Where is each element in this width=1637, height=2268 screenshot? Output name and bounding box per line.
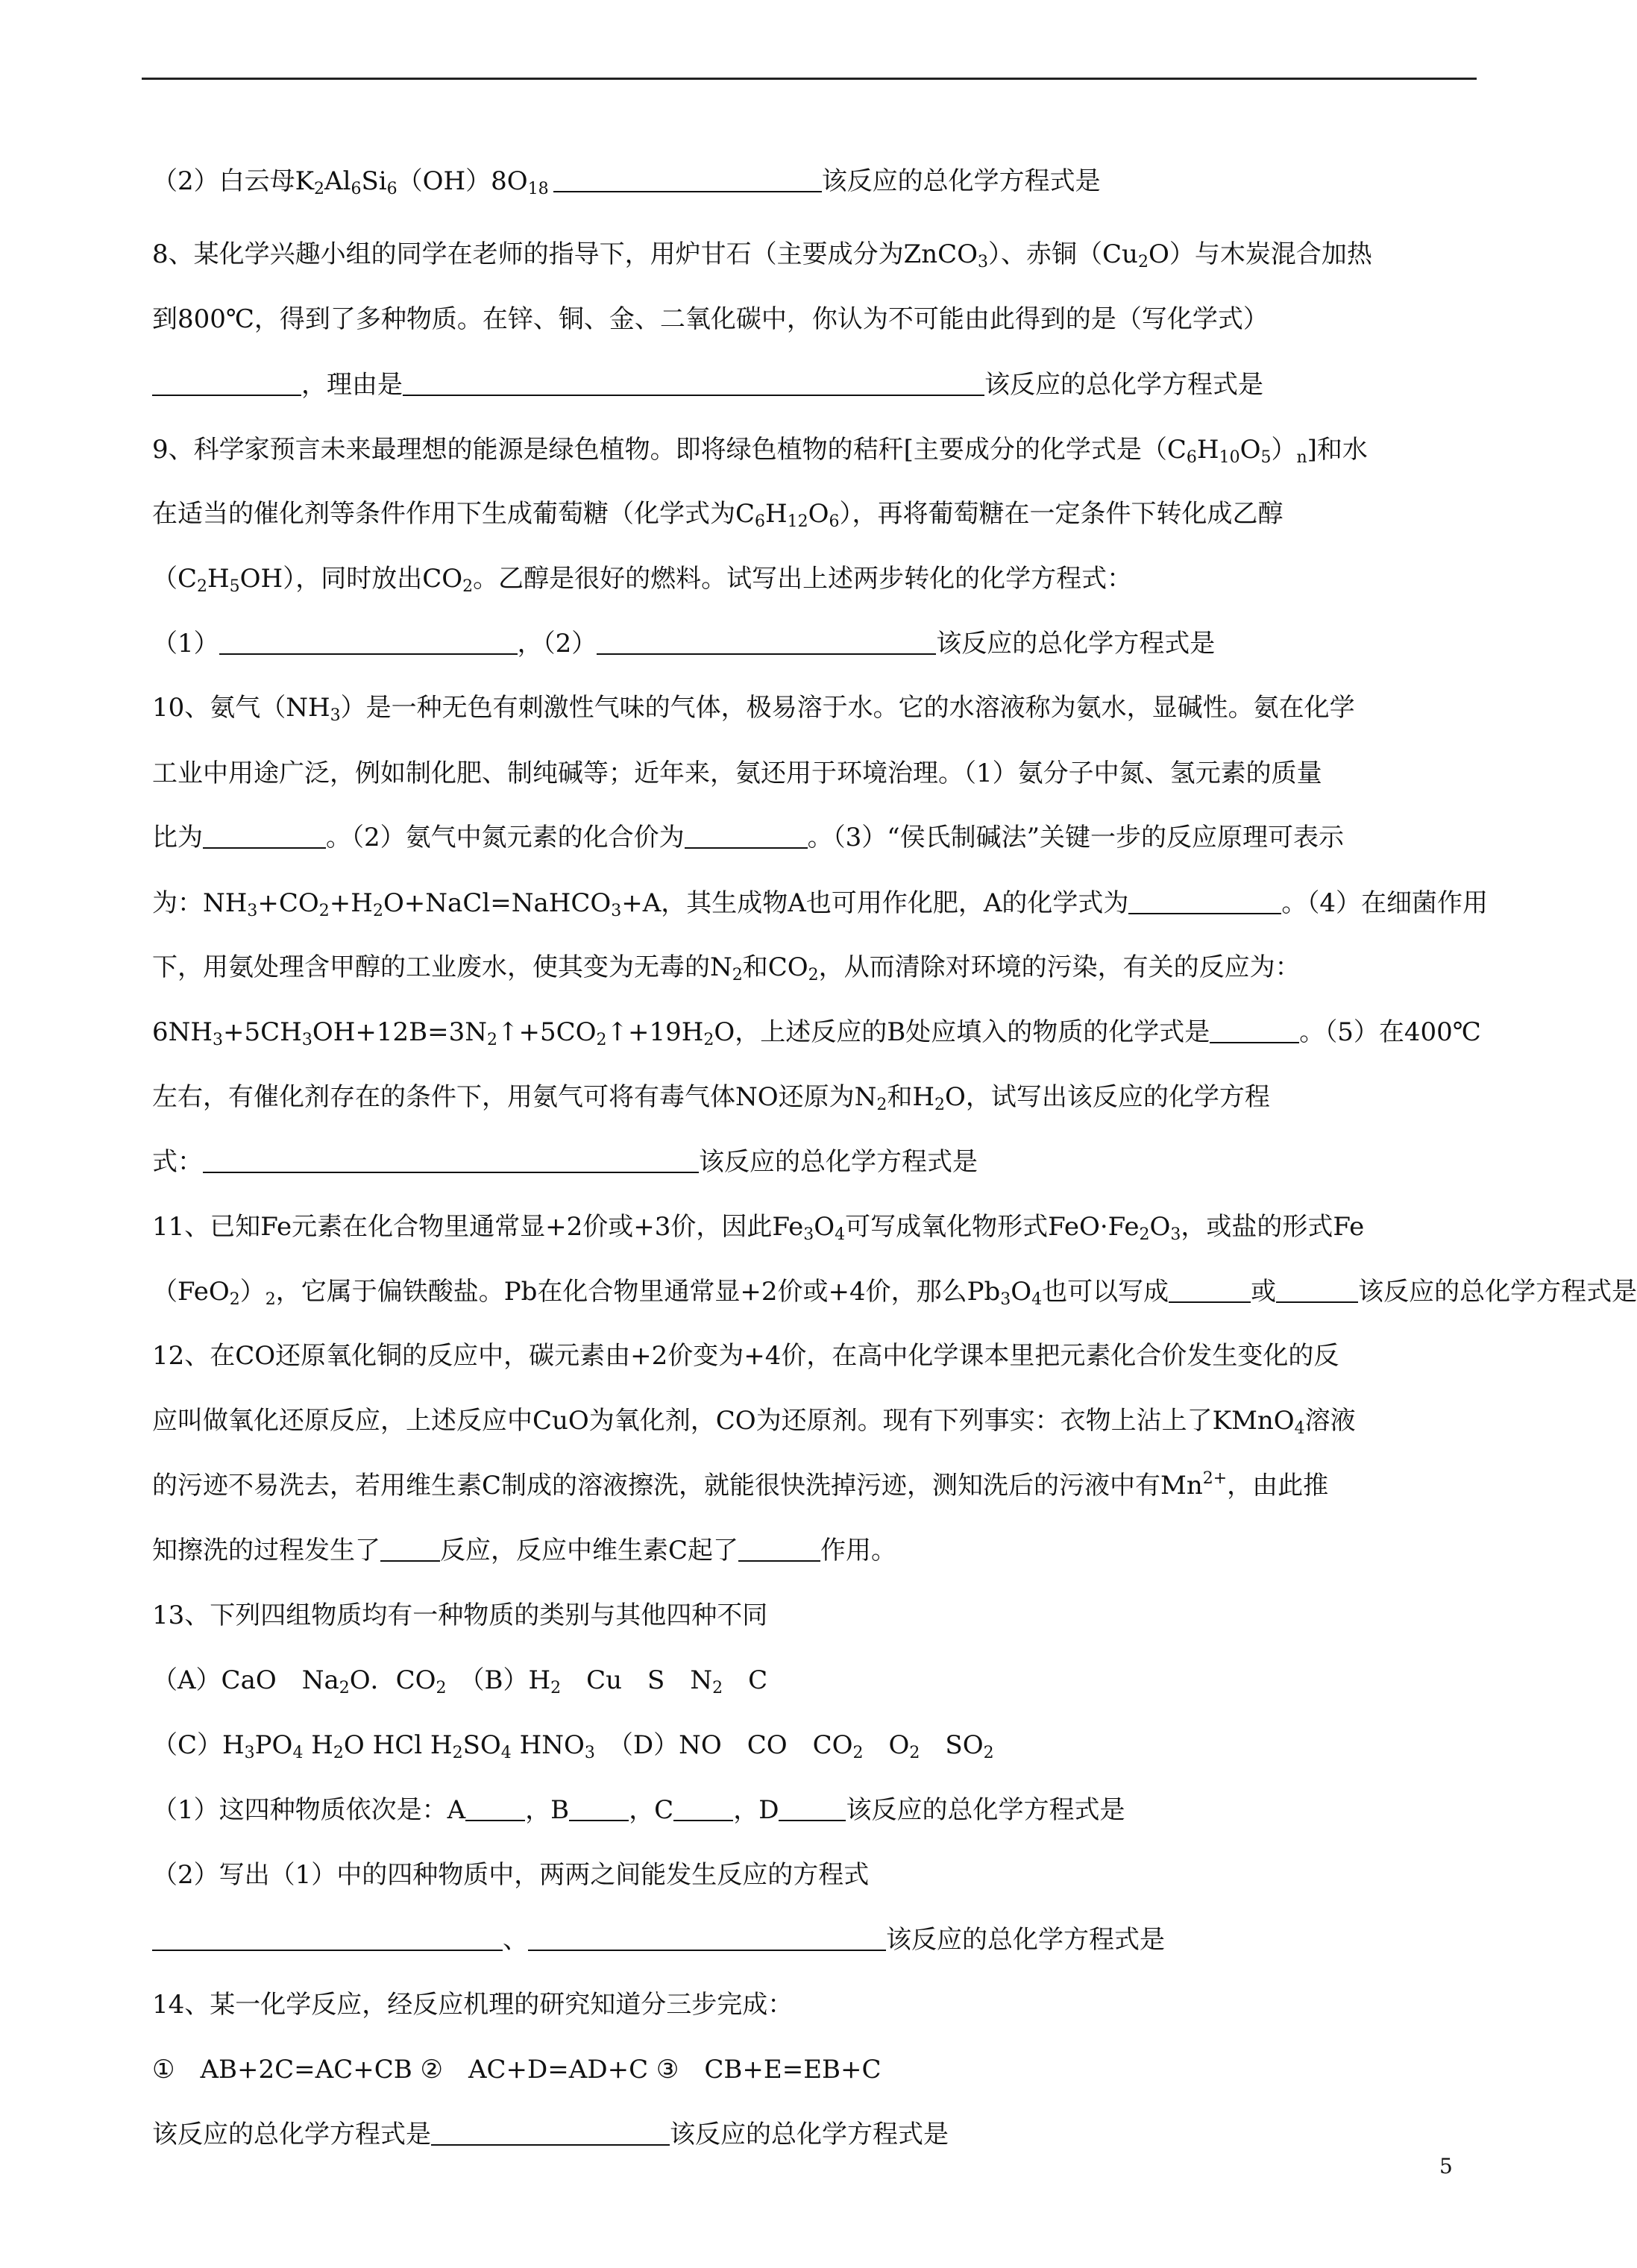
q7-part2-line [152,166,1480,197]
text-segment: ，D [733,1795,779,1825]
text-segment: 。（3）“侯氏制碱法”关键一步的反应原理可表示 [807,823,1345,852]
text-segment: 。（5）在400℃ [1299,1017,1481,1047]
q12-line-3: 的污迹不易洗去，若用维生素C制成的溶液擦洗，就能很快洗掉污迹，测知洗后的污液中有$Mn^{2+}$，由此推 [152,1469,1329,1501]
answer-blank[interactable] [779,1797,846,1821]
text-segment: （1） [152,629,219,659]
q12-line-2: 应叫做氧化还原反应，上述反应中CuO为氧化剂，CO为还原剂。现有下列事实：衣物上沾上了KMnO$_4$溶液 [152,1406,1356,1438]
q14-line-1: 14、某一化学反应，经反应机理的研究知道分三步完成： [152,1990,794,2020]
text-segment: 该反应的总化学方程式是 [821,166,1101,196]
header-rule [142,78,1477,80]
q13-line-2: （A）CaO $Na_2O$．$CO_2$ $(B)H_2$ Cu S $N_2$ C [152,1665,768,1697]
q9-line-1: 9、科学家预言未来最理想的能源是绿色植物。即将绿色植物的秸秆[主要成分的化学式是$(C_6H_{10}O_5)_n$]和水 [152,435,1368,467]
q10-line-4 [152,888,1489,920]
text-segment: 作用。 [820,1536,897,1565]
q10-line-6 [152,1017,1480,1048]
answer-blank[interactable] [1128,890,1281,914]
answer-blank[interactable] [597,631,936,655]
answer-blank[interactable] [152,372,301,396]
q8-line-2: 到800℃，得到了多种物质。在锌、铜、金、二氧化碳中，你认为不可能由此得到的是（写化学式） [152,304,1269,334]
q10-line-2: 工业中用途广泛，例如制化肥、制纯碱等；近年来，氨还用于环境治理。（1）氨分子中氮、氢元素的质量 [152,758,1322,788]
text-segment: ，理由是 [301,370,403,400]
q10-line-5: 下，用氨处理含甲醇的工业废水，使其变为无毒的$N_2$和$CO_2$，从而清除对环境的污染，有关的反应为： [152,952,1301,984]
answer-blank[interactable] [380,1538,440,1562]
q9-line-2: 在适当的催化剂等条件作用下生成葡萄糖（化学式为$C_6H_{12}O_6$），再将葡萄糖在一定条件下转化成乙醇 [152,499,1283,531]
q8-line-1: 8、某化学兴趣小组的同学在老师的指导下，用炉甘石（主要成分为ZnCO$_3$）、赤铜$(Cu_2O)$与木炭混合加热 [152,239,1372,271]
text-segment: 或 [1251,1277,1277,1307]
text-segment: 该反应的总化学方程式是 [699,1147,978,1177]
answer-blank[interactable] [403,372,984,396]
text-segment: 该反应的总化学方程式是 [1358,1277,1637,1307]
answer-blank[interactable] [1210,1020,1299,1043]
q11-line-2 [152,1276,1637,1309]
text-segment: 该反应的总化学方程式是 [152,2120,431,2149]
q13-line-6 [152,1924,1480,1956]
q10-line-3 [152,822,1480,853]
answer-blank[interactable] [431,2122,670,2146]
q13-line-4 [152,1794,1480,1826]
text-segment: 比为 [152,823,203,852]
q12-line-4 [152,1535,1480,1566]
answer-blank[interactable] [203,1149,699,1173]
text-segment: 该反应的总化学方程式是 [886,1925,1165,1955]
answer-blank[interactable] [465,1797,525,1821]
text-segment: 式： [152,1147,203,1177]
q13-line-3: $(C)H_3PO_4$ $H_2O$ HCl $H_2SO_4$ $HNO_3$ （D）NO CO $CO_2$ $O_2$ $SO_2$ [152,1730,994,1762]
text-segment: 知擦洗的过程发生了 [152,1536,380,1565]
page-number: 5 [1439,2154,1453,2179]
text-segment: 。（4）在细菌作用 [1281,888,1489,918]
text-segment: 。（2）氨气中氮元素的化合价为 [326,823,685,852]
answer-blank[interactable] [553,169,822,192]
q10-line-7: 左右，有催化剂存在的条件下，用氨气可将有毒气体NO还原为$N_2$和$H_2O$，试写出该反应的化学方程 [152,1082,1270,1114]
answer-blank[interactable] [528,1927,886,1951]
answer-blank[interactable] [1276,1279,1358,1303]
q9-line-4 [152,628,1480,659]
text-segment: ，（2） [517,629,597,659]
text-segment: ，C [629,1795,674,1825]
answer-blank[interactable] [738,1538,820,1562]
q14-line-3 [152,2119,1480,2150]
answer-blank[interactable] [219,631,518,655]
text-segment: ，B [525,1795,570,1825]
answer-blank[interactable] [569,1797,629,1821]
text-segment: 该反应的总化学方程式是 [936,629,1216,659]
q10-line-8 [152,1146,1480,1178]
text-segment: 、 [503,1925,528,1955]
answer-blank[interactable] [685,825,808,849]
q9-line-3: $(C_2H_5OH)$，同时放出$CO_2$。乙醇是很好的燃料。试写出上述两步转化的化学方程式： [152,564,1133,596]
answer-blank[interactable] [1169,1279,1251,1303]
text-segment: （1）这四种物质依次是：A [152,1795,466,1825]
answer-blank[interactable] [203,825,326,849]
q11-line-1: 11、已知Fe元素在化合物里通常显+2价或+3价，因此$Fe_3O_4$可写成氧化物形式$FeO\cdot Fe_2O_3$，或盐的形式Fe [152,1212,1365,1244]
text-segment: （2）白云母$K_2Al_6Si_6(OH)8O_{18}$ [152,166,549,198]
text-segment: 该反应的总化学方程式是 [984,370,1263,400]
text-segment: 该反应的总化学方程式是 [670,2120,949,2149]
text-segment: 为：$NH_3+CO_2+H_2O+NaCl=NaHCO_3+A$，其生成物A也可用作化肥，A的化学式为 [152,888,1129,920]
q8-line-3 [152,369,1480,400]
text-segment: 该反应的总化学方程式是 [846,1795,1125,1825]
text-segment: 反应，反应中维生素C起了 [440,1536,739,1565]
answer-blank[interactable] [673,1797,733,1821]
q12-line-1: 12、在CO还原氧化铜的反应中，碳元素由+2价变为+4价，在高中化学课本里把元素化合价发生变化的反 [152,1341,1339,1371]
q13-line-5: （2）写出（1）中的四种物质中，两两之间能发生反应的方程式 [152,1860,870,1890]
q10-line-1: 10、氨气$(NH_3)$是一种无色有刺激性气味的气体，极易溶于水。它的水溶液称为氨水，显碱性。氨在化学 [152,693,1355,725]
answer-blank[interactable] [152,1927,503,1951]
text-segment: $(FeO_2)_2$，它属于偏铁酸盐。Pb在化合物里通常显+2价或+4价，那么$Pb_3O_4$也可以写成 [152,1277,1169,1309]
text-segment: $6NH_3+5CH_3OH+12B=3N_2↑+5CO_2↑+19H_2O$，上述反应的B处应填入的物质的化学式是 [152,1017,1210,1049]
q13-line-1: 13、下列四组物质均有一种物质的类别与其他四种不同 [152,1601,768,1630]
q14-line-2: ① AB+2C=AC+CB ② AC+D=AD+C ③ CB+E=EB+C [152,2055,882,2085]
